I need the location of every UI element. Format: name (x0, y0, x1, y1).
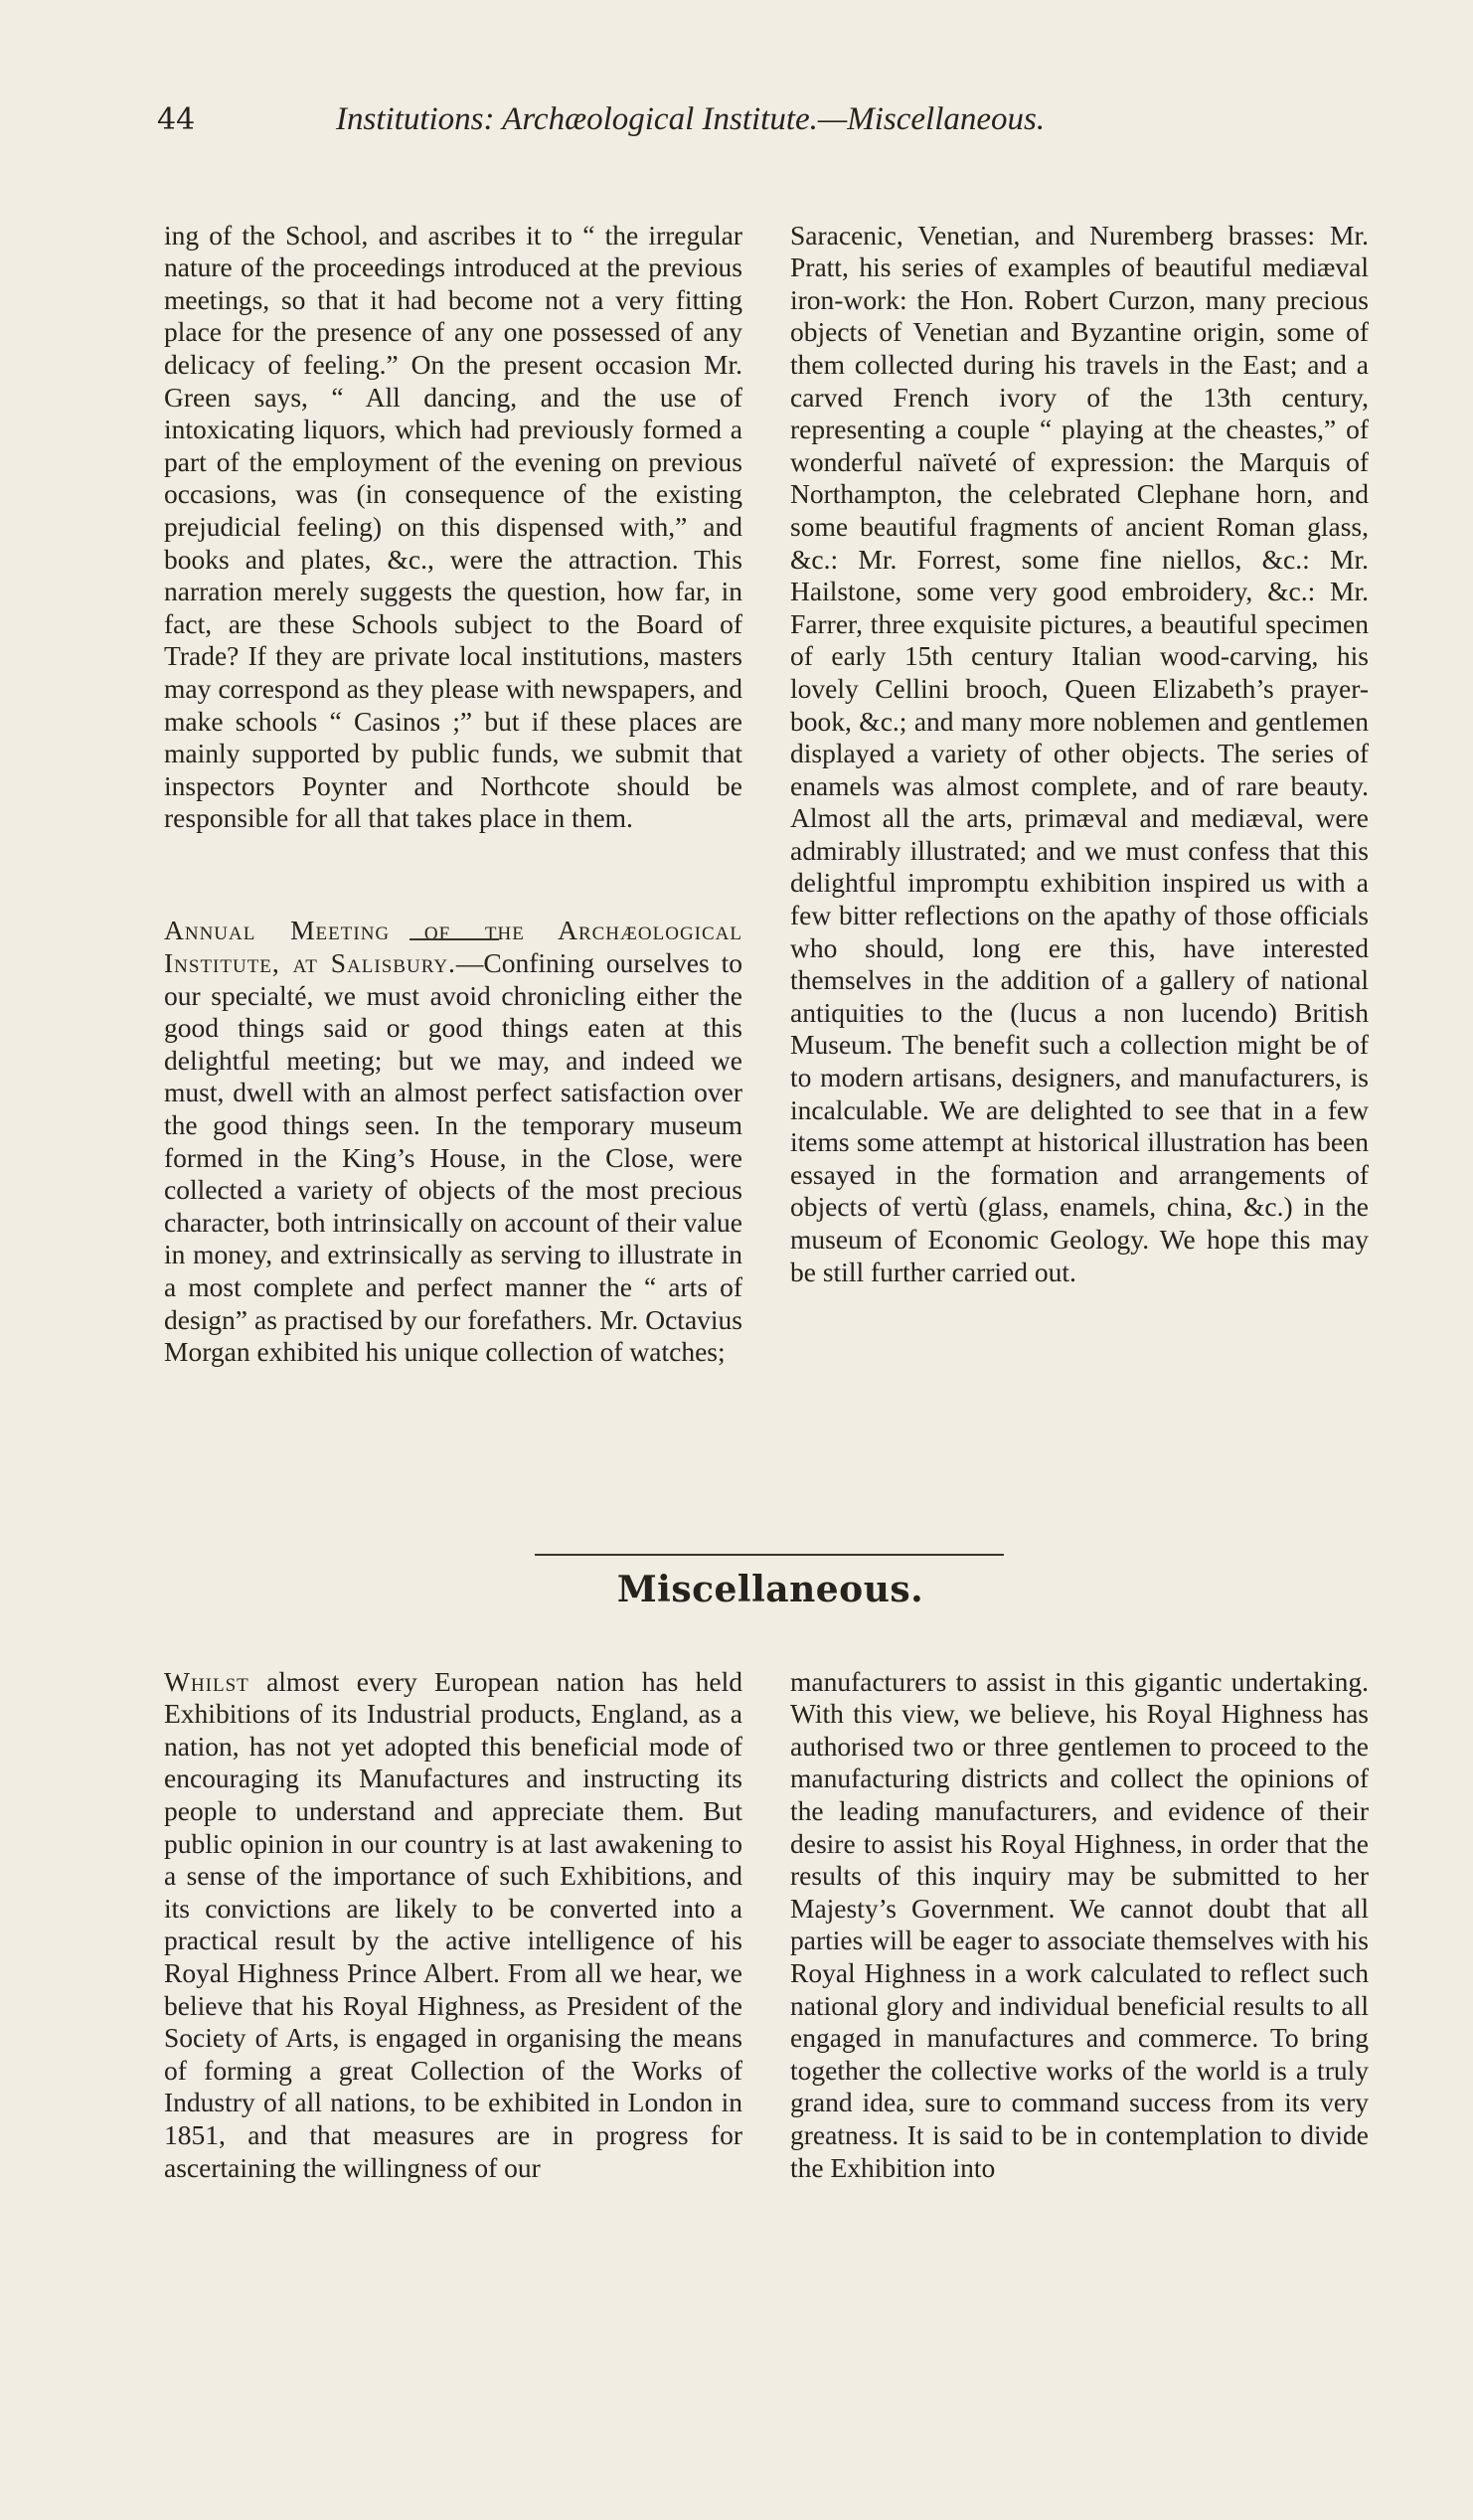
paragraph-exhibition-text: almost every European nation has held Exhibitions of its Industrial products, England, as a nation, has not yet adopted this beneficial mode of encouraging its Manufactures and instructing its people to understand and appreciate them. But public opinion in our country is at last awakening to a sense of the importance of such Exhibitions, and its convictions are likely to be converted into a practical result by the active intelligence of his Royal Highness Prince Albert. From all we hear, we believe that his Royal Highness, as President of the Society of Arts, is engaged in organising the means of forming a great Collection of the Works of Industry of all nations, to be exhibited in London in 1851, and that measures are in progress for ascertaining the willingness of our (164, 1665, 742, 2183)
paragraph-archaeological-meeting (164, 915, 742, 1368)
lead-word: Whilst (164, 1665, 249, 1697)
section-divider (535, 1554, 1004, 1556)
left-column-top (164, 187, 742, 1401)
page-header (157, 101, 1230, 151)
paragraph-school-text: ing of the School, and ascribes it to “ the irregular nature of the proceedings introduced at the previous meetings, so that it had become not a very fitting place for the presence of any one possessed of any delicacy of feeling.” On the present occasion Mr. Green says, “ All dancing, and the use of intoxicating liquors, which had previously formed a part of the employment of the evening on previous occasions, was (in consequence of the existing prejudicial feeling) on this dispensed with,” and books and plates, &c., were the attraction. This narration merely suggests the question, how far, in fact, are these Schools subject to the Board of Trade? If they are private local institutions, masters may correspond as they please with newspapers, and make schools “ Casinos ;” but if these places are mainly supported by public funds, we submit that inspectors Poynter and Northcote should be responsible for all that takes place in them. (164, 219, 742, 834)
left-column-bottom (164, 1633, 742, 2217)
subheading-annual-meeting: Annual Meeting of the Archæological Institute, at Salisbury. (164, 915, 742, 979)
paragraph-exhibits-text: Saracenic, Venetian, and Nuremberg brasses: Mr. Pratt, his series of examples of beautiful mediæval iron-work: the Hon. Robert Curzon, many precious objects of Venetian and Byzantine origin, some of them collected during his travels in the East; and a carved French ivory of the 13th century, representing a couple “ playing at the cheastes,” of wonderful naïveté of expression: the Marquis of Northampton, the celebrated Clephane horn, and some beautiful fragments of ancient Roman glass, &c.: Mr. Forrest, some fine niellos, &c.: Mr. Hailstone, some very good embroidery, &c.: Mr. Farrer, three exquisite pictures, a beautiful specimen of early 15th century Italian wood-carving, his lovely Cellini brooch, Queen Elizabeth’s prayer-book, &c.; and many more noblemen and gentlemen displayed a variety of other objects. The series of enamels was almost complete, and of rare beauty. Almost all the arts, primæval and mediæval, were admirably illustrated; and we must confess that this delightful impromptu exhibition inspired us with a few bitter reflections on the apathy of those officials who should, long ere this, have interested themselves in the addition of a gallery of national antiquities to the (lucus a non lucendo) British Museum. The benefit such a collection might be of to modern artisans, designers, and manufacturers, is incalculable. We are delighted to see that in a few items some attempt at historical illustration has been essayed in the formation and arrangements of objects of vertù (glass, enamels, china, &c.) in the museum of Economic Geology. We hope this may be still further carried out. (790, 219, 1369, 1287)
right-column-top (790, 187, 1369, 1321)
paragraph-exhibition-continued: manufacturers to assist in this gigantic undertaking. With this view, we believe, his Royal Highness has authorised two or three gentlemen to proceed to the manufacturing districts and collect the opinions of the leading manufacturers, and evidence of their desire to assist his Royal Highness, in order that the results of this inquiry may be submitted to her Majesty’s Government. We cannot doubt that all parties will be eager to associate themselves with his Royal Highness in a work calculated to reflect such national glory and individual beneficial results to all engaged in manufactures and commerce. To bring together the collective works of the world is a truly grand idea, sure to command success from its very greatness. It is said to be in contemplation to divide the Exhibition into (790, 1665, 1369, 2183)
paragraph-exhibition-intro (164, 1666, 742, 2185)
section-heading-miscellaneous: Miscellaneous. (616, 1569, 924, 1610)
running-title: Institutions: Archæological Institute.—Miscellaneous. (336, 101, 1046, 137)
page-number: 44 (157, 102, 196, 137)
paragraph-archaeological-text: —Confining ourselves to our specialté, we must avoid chronicling either the good things said or good things eaten at this delightful meeting; but we may, and indeed we must, dwell with an almost perfect satisfaction over the good things seen. In the temporary museum formed in the King’s House, in the Close, were collected a variety of objects of the most precious character, both intrinsically on account of their value in money, and extrinsically as serving to illustrate in a most complete and perfect manner the “ arts of design” as practised by our forefathers. Mr. Octavius Morgan exhibited his unique collection of watches; (164, 947, 742, 1368)
short-divider (409, 938, 499, 940)
right-column-bottom (790, 1633, 1369, 2217)
